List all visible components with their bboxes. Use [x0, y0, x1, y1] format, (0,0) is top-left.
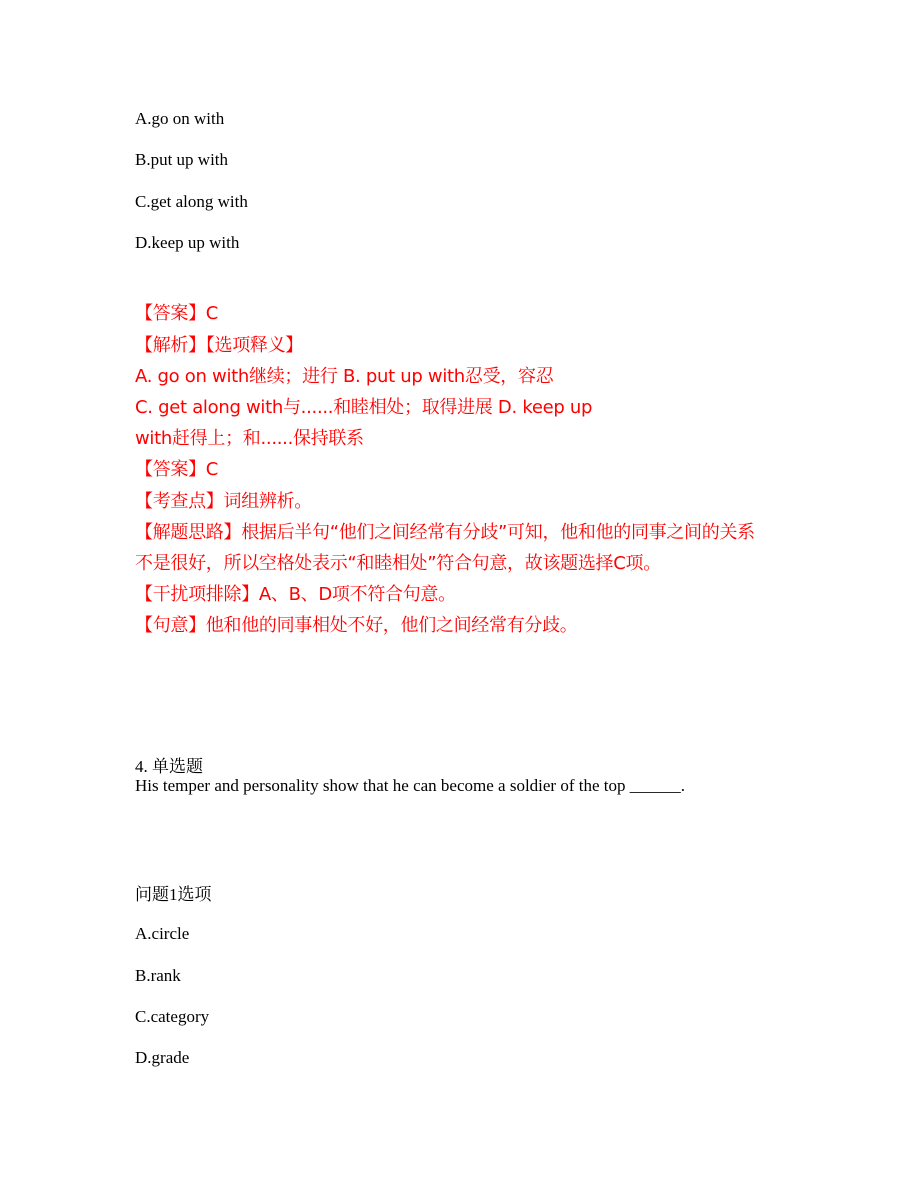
solution-idea-line-2: 不是很好，所以空格处表示“和睦相处”符合句意，故该题选择C项。 [135, 553, 661, 574]
solution-idea-line-1: 【解题思路】根据后半句“他们之间经常有分歧”可知，他和他的同事之间的关系 [135, 522, 755, 543]
q3-option-b: B.put up with [135, 150, 229, 169]
q4-options-label: 问题1选项 [135, 885, 212, 904]
answer-line-repeat: 【答案】C [135, 459, 219, 480]
q4-option-b: B.rank [135, 966, 181, 985]
q3-option-a: A.go on with [135, 109, 225, 128]
option-meaning-line-1: A. go on with继续；进行 B. put up with忍受，容忍 [135, 366, 554, 387]
q4-option-a: A.circle [135, 924, 190, 943]
q3-option-d: D.keep up with [135, 233, 240, 252]
q4-question-text: His temper and personality show that he can become a soldier of the top ______. [135, 776, 685, 795]
analysis-heading: 【解析】【选项释义】 [135, 335, 303, 356]
answer-line: 【答案】C [135, 303, 219, 324]
q4-option-d: D.grade [135, 1048, 190, 1067]
sentence-meaning-line: 【句意】他和他的同事相处不好，他们之间经常有分歧。 [135, 615, 578, 636]
option-meaning-line-3: with赶得上；和......保持联系 [135, 428, 364, 449]
option-meaning-line-2: C. get along with与......和睦相处；取得进展 D. keep up [135, 397, 593, 418]
q3-option-c: C.get along with [135, 192, 248, 211]
q4-option-c: C.category [135, 1007, 210, 1026]
test-point-line: 【考查点】词组辨析。 [135, 491, 312, 512]
q4-heading: 4. 单选题 [135, 757, 203, 776]
distractor-line: 【干扰项排除】A、B、D项不符合句意。 [135, 584, 456, 605]
